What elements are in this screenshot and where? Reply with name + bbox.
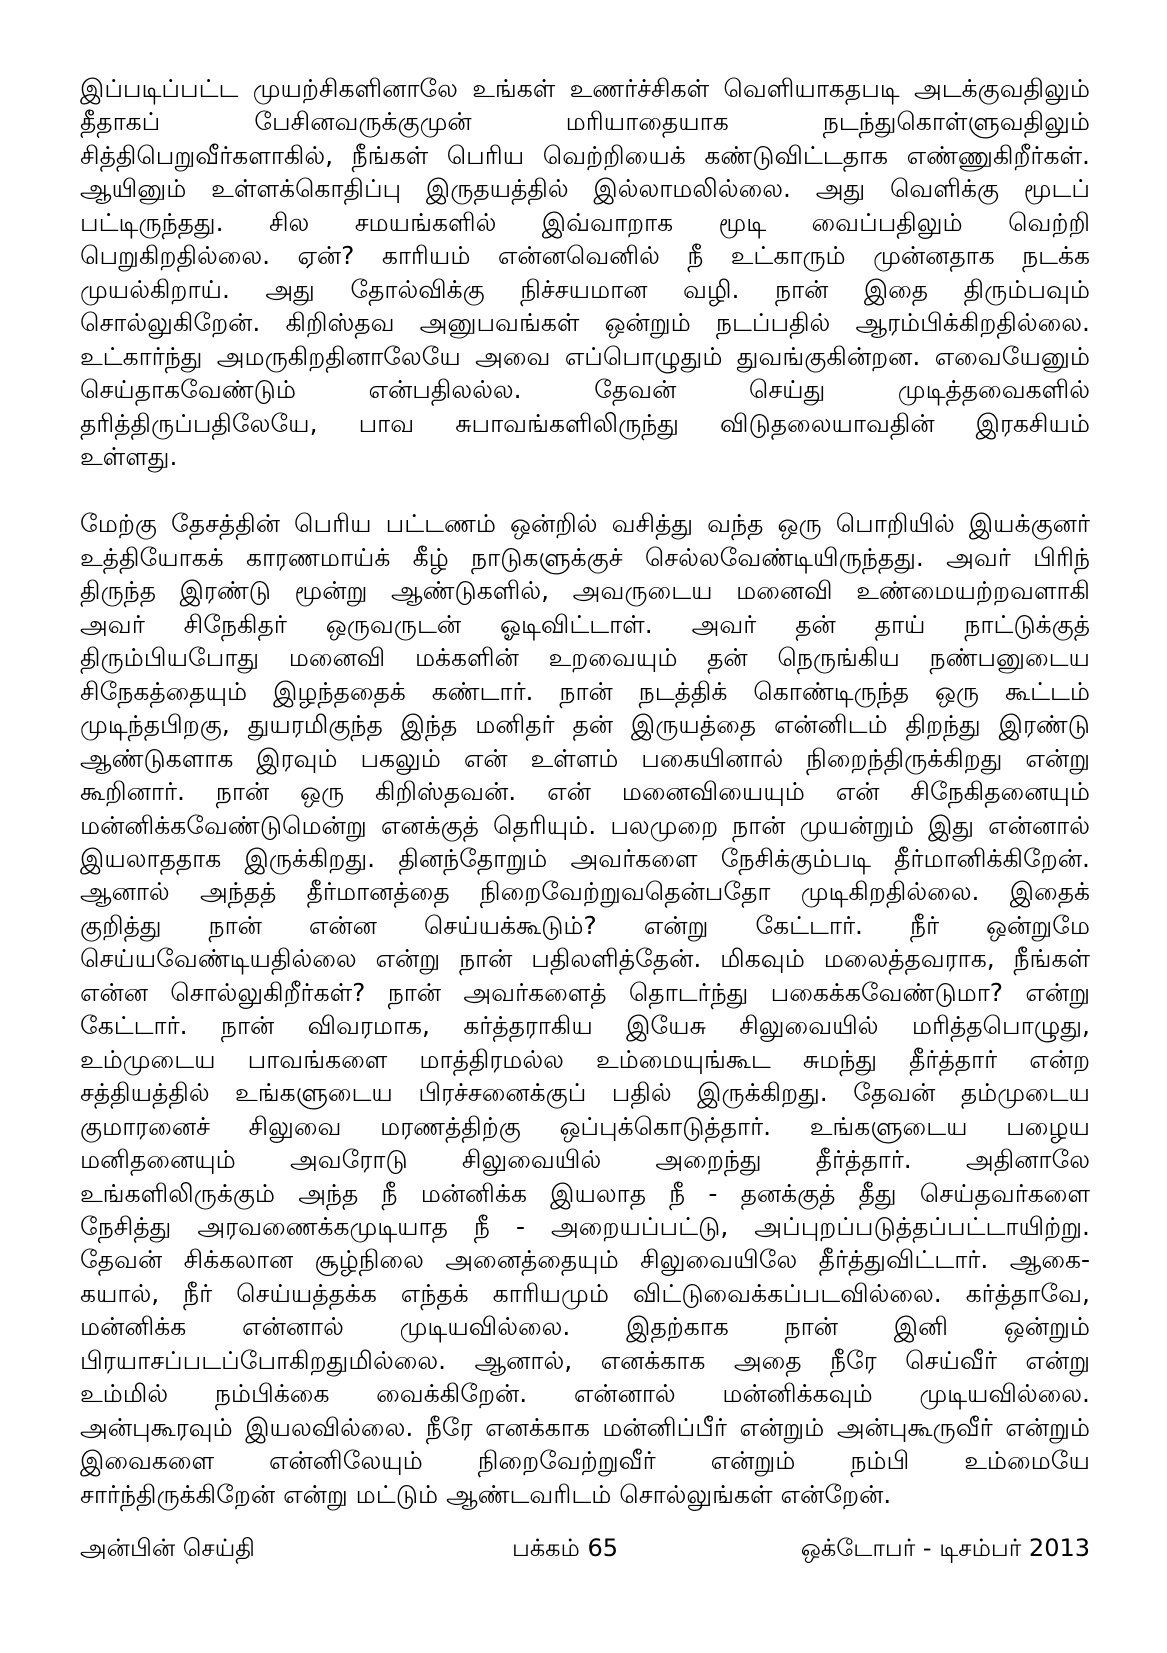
text-line: கயால், நீர் செய்யத்தக்க எந்தக் காரியமும் விட்டுவைக்கப்படவில்லை. கர்த்தாவே, — [80, 1278, 1090, 1308]
text-line: உம்மில் நம்பிக்கை வைக்கிறேன். என்னால் மன்னிக்கவும் முடியவில்லை. — [80, 1379, 1090, 1409]
text-line: இவைகளை என்னிலேயும் நிறைவேற்றுவீர் என்றும் நம்பி உம்மையே — [80, 1446, 1090, 1476]
text-line: திருந்த இரண்டு மூன்று ஆண்டுகளில், அவருடைய மனைவி உண்மையற்றவளாகி — [80, 576, 1090, 606]
footer-journal-title: அன்பின் செய்தி — [80, 1534, 255, 1562]
text-line: கூறினார். நான் ஒரு கிறிஸ்தவன். என் மனைவியையும் என் சிநேகிதனையும் — [80, 777, 1090, 807]
text-line: பிரயாசப்படப்போகிறதுமில்லை. ஆனால், எனக்காக அதை நீரே செய்வீர் என்று — [80, 1345, 1090, 1375]
text-line: செய்யவேண்டியதில்லை என்று நான் பதிலளித்தேன். மிகவும் மலைத்தவராக, நீங்கள் — [80, 944, 1090, 974]
text-line: மனிதனையும் அவரோடு சிலுவையில் அறைந்து தீர்த்தார். அதினாலே — [80, 1145, 1090, 1175]
footer-issue-date: ஒக்டோபர் - டிசம்பர் 2013 — [800, 1534, 1090, 1562]
text-line: மன்னிக்க என்னால் முடியவில்லை. இதற்காக நான் இனி ஒன்றும் — [80, 1312, 1090, 1342]
text-line: உம்முடைய பாவங்களை மாத்திரமல்ல உம்மையுங்கூட சுமந்து தீர்த்தார் என்ற — [80, 1044, 1090, 1074]
text-line: உட்கார்ந்து அமருகிறதினாலேயே அவை எப்பொழுதும் துவங்குகின்றன. எவையேனும் — [80, 341, 1090, 371]
text-line: இயலாததாக இருக்கிறது. தினந்தோறும் அவர்களை நேசிக்கும்படி தீர்மானிக்கிறேன். — [80, 843, 1090, 873]
text-line: சத்தியத்தில் உங்களுடைய பிரச்சனைக்குப் பதில் இருக்கிறது. தேவன் தம்முடைய — [80, 1078, 1090, 1108]
document-body — [80, 72, 1090, 1545]
text-line: சித்திபெறுவீர்களாகில், நீங்கள் பெரிய வெற்றியைக் கண்டுவிட்டதாக எண்ணுகிறீர்கள். — [80, 140, 1090, 170]
text-line: சொல்லுகிறேன். கிறிஸ்தவ அனுபவங்கள் ஒன்றும் நடப்பதில் ஆரம்பிக்கிறதில்லை. — [80, 308, 1090, 338]
text-line: முடிந்தபிறகு, துயரமிகுந்த இந்த மனிதர் தன் இருயத்தை என்னிடம் திறந்து இரண்டு — [80, 710, 1090, 740]
text-line: என்ன சொல்லுகிறீர்கள்? நான் அவர்களைத் தொடர்ந்து பகைக்கவேண்டுமா? என்று — [80, 977, 1090, 1007]
text-line: குமாரனைச் சிலுவை மரணத்திற்கு ஒப்புக்கொடுத்தார். உங்களுடைய பழைய — [80, 1111, 1090, 1141]
text-line: அவர் சிநேகிதர் ஒருவருடன் ஓடிவிட்டாள். அவர் தன் தாய் நாட்டுக்குத் — [80, 609, 1090, 639]
text-line: நேசித்து அரவணைக்கமுடியாத நீ - அறையப்பட்டு, அப்புறப்படுத்தப்பட்டாயிற்று. — [80, 1211, 1090, 1241]
text-line: ஆண்டுகளாக இரவும் பகலும் என் உள்ளம் பகையினால் நிறைந்திருக்கிறது என்று — [80, 743, 1090, 773]
text-line: மன்னிக்கவேண்டுமென்று எனக்குத் தெரியும். பலமுறை நான் முயன்றும் இது என்னால் — [80, 810, 1090, 840]
text-line: தேவன் சிக்கலான சூழ்நிலை அனைத்தையும் சிலுவையிலே தீர்த்துவிட்டார். ஆகை- — [80, 1245, 1090, 1275]
text-line: உள்ளது. — [80, 441, 178, 471]
text-line: இப்படிப்பட்ட முயற்சிகளினாலே உங்கள் உணர்ச்சிகள் வெளியாகதபடி அடக்குவதிலும் — [80, 74, 1090, 103]
text-line: உங்களிலிருக்கும் அந்த நீ மன்னிக்க இயலாத நீ - தனக்குத் தீது செய்தவர்களை — [80, 1178, 1090, 1208]
text-line: கேட்டார். நான் விவரமாக, கர்த்தராகிய இயேசு சிலுவையில் மரித்தபொழுது, — [80, 1011, 1090, 1041]
text-line: மேற்கு தேசத்தின் பெரிய பட்டணம் ஒன்றில் வசித்து வந்த ஒரு பொறியில் இயக்குனர் — [80, 509, 1090, 539]
text-line: பட்டிருந்தது. சில சமயங்களில் இவ்வாறாக மூடி வைப்பதிலும் வெற்றி — [80, 207, 1090, 237]
text-line: சிநேகத்தையும் இழந்ததைக் கண்டார். நான் நடத்திக் கொண்டிருந்த ஒரு கூட்டம் — [80, 676, 1090, 706]
page-footer — [80, 1532, 1090, 1564]
text-line: தீதாகப் பேசினவருக்குமுன் மரியாதையாக நடந்துகொள்ளுவதிலும் — [80, 107, 1090, 137]
text-line: ஆயினும் உள்ளக்கொதிப்பு இருதயத்தில் இல்லாமலில்லை. அது வெளிக்கு மூடப் — [80, 174, 1090, 204]
text-line: தரித்திருப்பதிலேயே, பாவ சுபாவங்களிலிருந்து விடுதலையாவதின் இரகசியம் — [80, 408, 1090, 438]
text-line: திரும்பியபோது மனைவி மக்களின் உறவையும் தன் நெருங்கிய நண்பனுடைய — [80, 643, 1090, 673]
text-line: பெறுகிறதில்லை. ஏன்? காரியம் என்னவெனில் நீ உட்காரும் முன்னதாக நடக்க — [80, 241, 1090, 271]
paragraph — [80, 72, 1090, 473]
text-line: உத்தியோகக் காரணமாய்க் கீழ் நாடுகளுக்குச் செல்லவேண்டியிருந்தது. அவர் பிரிந் — [80, 542, 1090, 572]
text-line: செய்தாகவேண்டும் என்பதிலல்ல. தேவன் செய்து முடித்தவைகளில் — [80, 375, 1090, 405]
footer-page-number: பக்கம் 65 — [511, 1534, 619, 1562]
paragraph — [80, 507, 1090, 1511]
text-line: சார்ந்திருக்கிறேன் என்று மட்டும் ஆண்டவரிடம் சொல்லுங்கள் என்றேன். — [80, 1479, 892, 1509]
text-line: அன்புகூரவும் இயலவில்லை. நீரே எனக்காக மன்னிப்பீர் என்றும் அன்புகூருவீர் என்றும் — [80, 1412, 1090, 1442]
text-line: முயல்கிறாய். அது தோல்விக்கு நிச்சயமான வழி. நான் இதை திரும்பவும் — [80, 274, 1090, 304]
text-line: குறித்து நான் என்ன செய்யக்கூடும்? என்று கேட்டார். நீர் ஒன்றுமே — [80, 910, 1090, 940]
text-line: ஆனால் அந்தத் தீர்மானத்தை நிறைவேற்றுவதென்பதோ முடிகிறதில்லை. இதைக் — [80, 877, 1090, 907]
